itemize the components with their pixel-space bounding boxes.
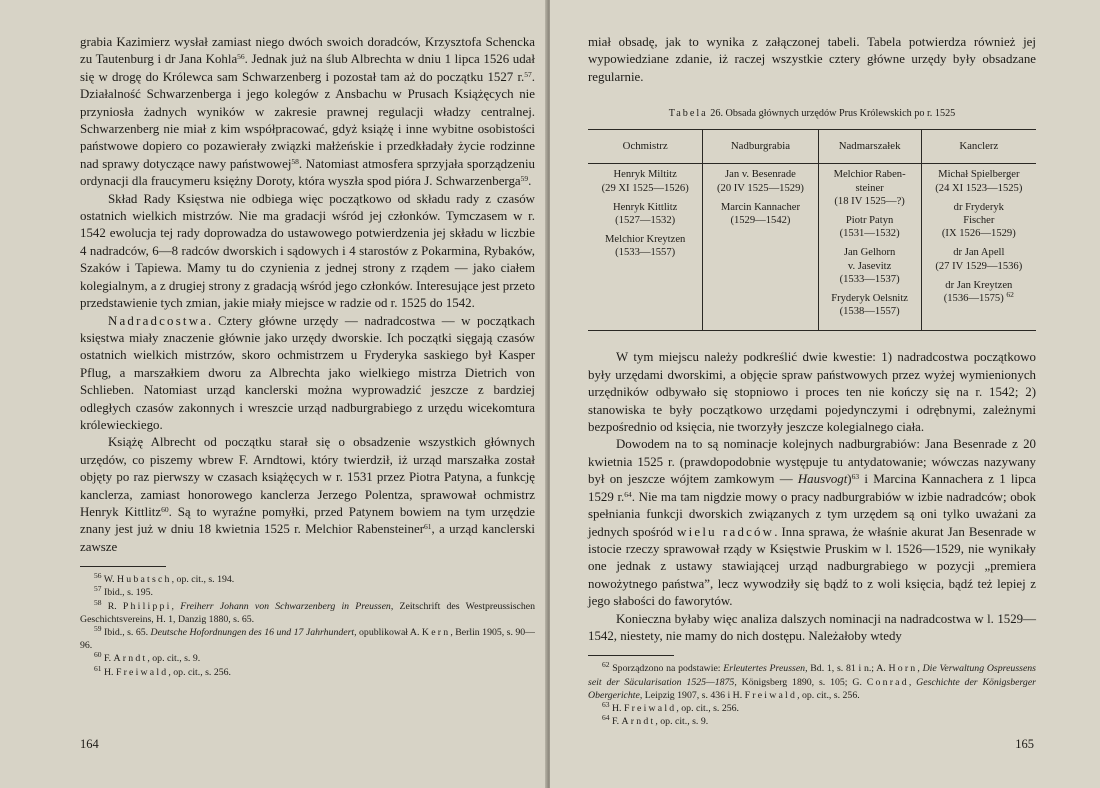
footnote-fn58: $^{58}$ R. Philippi, Freiherr Johann von Schwarzenberg in Preussen, Zeitschrift des Westpreussischen Geschichtsvereins, H. 1, Danzig 1880, s. 65. bbox=[80, 597, 536, 625]
official-name: dr Jan Kreytzen bbox=[945, 279, 1013, 291]
paragraph-p3: Nadradcostwa. Cztery główne urzędy — nadradcostwa — w początkach księstwa miały znaczenie głównie jako urzędy dworskie. Ich początki sięgają czasów ostatnich wielkich mistrzów, skoro ochmistrzem u Fryderyka saskiego był Kasper Pflug, a marszałkiem dworu za Albrechta jako wielkiego mistrza Dietrich von Schlieben. Natomiast urząd kanclerski można wyprowadzić jeszcze z bardziej odległych czasów zakonnych i wreszcie urząd nadburgrabiego z urzędu wicekomtura królewieckiego. bbox=[80, 313, 535, 432]
official-dates: (1538—1557) bbox=[839, 306, 900, 318]
official-name: Jan Gelhorn v. Jasevitz bbox=[843, 247, 896, 272]
col-ochmistrz bbox=[588, 164, 703, 331]
official-name: Melchior Kreytzen bbox=[605, 234, 686, 246]
right-footnotes bbox=[588, 662, 1036, 728]
official-dates: (27 IV 1529—1536) bbox=[935, 260, 1023, 272]
official-entry bbox=[926, 279, 1032, 305]
page-number-left: 164 bbox=[80, 737, 99, 751]
footnote-fn56: $^{56}$ W. Hubatsch, op. cit., s. 194. bbox=[94, 571, 235, 586]
footnote-fn60: $^{60}$ F. Arndt, op. cit., s. 9. bbox=[94, 650, 201, 665]
footnote-fn57: $^{57}$ Ibid., s. 195. bbox=[94, 584, 153, 599]
footnote-rule bbox=[80, 566, 166, 567]
left-page bbox=[0, 0, 547, 788]
official-name: dr Jan Apell bbox=[953, 247, 1005, 259]
official-name: dr Fryderyk Fischer bbox=[953, 201, 1004, 227]
header-nadmarszalek: Nadmarszałek bbox=[818, 130, 921, 164]
paragraph-r3: Dowodem na to są nominacje kolejnych nadburgrabiów: Jana Besenrade z 20 kwietnia 1525 r. (prawdopodobnie występuje tu antydatowanie; wówczas nazywany był on jeszcze wójtem zamkowym — Hausvogt)$^{63}$ i Marcina Kannachera z 1 lipca 1529 r.$^{64}$. Nie ma tam nigdzie mowy o pracy nadburgrabiów w izbie nadradców; obok spełniania funkcji dworskich związanych z tym urzędem są oni tylko uważani za jednych spośród wielu radców. Inna sprawa, że właśnie akurat Jan Besenrade w istocie rzeczy sprawował rządy w Księstwie Pruskim w l. 1526—1529, nie wynikały one jednak z ustawy stawiającej urząd nadburgrabiego w pozycji „premiera nowożytnego państwa”, lecz wywodziły się bądź to z woli księcia, bądź też lepiej z jego słabości do faworytów. bbox=[588, 437, 1037, 609]
footnote-fn62: $^{62}$ Sporządzono na podstawie: Erleutertes Preussen, Bd. 1, s. 81 i n.; A. Horn, Die Verwaltung Ospreussens seit der Säcularisation 1525—1875, Königsberg 1890, s. 105; G. Conrad, Geschichte der Königsberger Obergerichte, Leipzig 1907, s. 436 i H. Freiwald, op. cit., s. 256. bbox=[588, 660, 1036, 701]
official-dates: (18 IV 1525—?) bbox=[834, 195, 905, 207]
officials-table bbox=[588, 129, 1036, 331]
footnote-rule bbox=[588, 655, 674, 656]
left-body bbox=[80, 34, 535, 556]
table-caption bbox=[588, 108, 1036, 119]
header-nadburgrabia: Nadburgrabia bbox=[703, 130, 818, 164]
col-kanclerz bbox=[921, 164, 1036, 331]
official-dates: (1531—1532) bbox=[839, 228, 900, 240]
official-dates: (20 IV 1525—1529) bbox=[717, 182, 804, 194]
table-row bbox=[588, 164, 1036, 331]
official-entry bbox=[823, 214, 917, 240]
footnote-fn63: $^{63}$ H. Freiwald, op. cit., s. 256. bbox=[602, 699, 739, 714]
official-name: Henryk Kittlitz bbox=[612, 201, 678, 213]
col-nadmarszalek bbox=[818, 164, 921, 331]
header-kanclerz: Kanclerz bbox=[921, 130, 1036, 164]
right-page bbox=[550, 0, 1100, 788]
paragraph-r4: Konieczna byłaby więc analiza dalszych nominacji na nadradcostwa w l. 1529—1542, niestety, nie mamy do nich dostępu. Należałoby wtedy bbox=[588, 611, 1036, 643]
paragraph-p2: Skład Rady Księstwa nie odbiega więc początkowo od składu rady z czasów ostatnich wielkich mistrzów. Nie ma gradacji wśród jej członków. Tymczasem w r. 1542 ewolucja tej rady doprowadza do ustawowego potwierdzenia jej składu w liczbie 4 nadradców, 6—8 radców dworskich i sądowych i 4 starostów z Pokarmina, Rybaków, Szaków i Tapiewa. Mamy tu do czynienia z jednej strony z rządem — jako ciałem kolegialnym, a z drugiej strony z gradacją wśród jego członków. Interesujące jest przeto przedstawienie tych zmian, jakie miały miejsce w radzie od r. 1525 do 1542. bbox=[80, 191, 535, 311]
official-entry bbox=[823, 168, 917, 208]
footnote-fn64: $^{64}$ F. Arndt, op. cit., s. 9. bbox=[602, 713, 709, 728]
paragraph-p1: grabia Kazimierz wysłał zamiast niego dwóch swoich doradców, Krzysztofa Schencka zu Tautenburg i dr Jana Kohla$^{56}$. Jednak już na ślub Albrechta w dniu 1 lipca 1526 udał się w drogę do Królewca sam Schwarzenberg i pozostał tam aż do początku 1527 r.$^{57}$. Działalność Schwarzenberga i jego kolegów z Ansbachu w Prusach Książęcych nie przyniosła żadnych wyników w zakresie prawnej regulacji władzy centralnej. Schwarzenberg nie miał z kim współpracować, gdyż książę i inne wybitne osobistości państwowe dopiero co pozawierały związki małżeńskie i przedkładały życie rodzinne nad sprawy dotyczące nawy państwowej$^{58}$. Natomiast atmosfera sprzyjała sporządzeniu ordynacji dla fraucymeru księżny Doroty, która wyszła spod pióra J. Schwarzenberga$^{59}$. bbox=[80, 35, 535, 189]
header-ochmistrz: Ochmistrz bbox=[588, 130, 703, 164]
official-entry bbox=[823, 246, 917, 286]
official-dates: (1533—1537) bbox=[839, 273, 900, 285]
official-entry bbox=[707, 168, 813, 194]
official-dates: (1533—1557) bbox=[615, 247, 676, 259]
official-entry bbox=[926, 201, 1032, 241]
footnote-fn59: $^{59}$ Ibid., s. 65. Deutsche Hofordnungen des 16 und 17 Jahrhundert, opublikował A. Kern, Berlin 1905, s. 90—96. bbox=[80, 624, 535, 652]
official-dates: (1536—1575) $^{62}$ bbox=[943, 290, 1014, 305]
right-body-bottom bbox=[588, 349, 1036, 645]
table-caption-label: Tabela bbox=[668, 108, 708, 120]
official-name: Marcin Kannacher bbox=[720, 201, 801, 213]
paragraph-r2: W tym miejscu należy podkreślić dwie kwestie: 1) nadradcostwa początkowo były urzędami dworskimi, a objęcie spraw państwowych przez wyżej wymienionych urzędników odbywało się stopniowo i proces ten nie kończy się na r. 1542; 2) stanowiska te były początkowo urzędami pojedynczymi i odrębnymi, zależnymi bezpośrednio od księcia, nie tworzyły jeszcze kolegialnego ciała. bbox=[588, 350, 1036, 435]
official-entry bbox=[707, 201, 813, 227]
right-body-top bbox=[588, 34, 1036, 86]
official-entry bbox=[926, 168, 1032, 194]
official-entry bbox=[592, 168, 698, 194]
footnote-fn61: $^{61}$ H. Freiwald, op. cit., s. 256. bbox=[94, 663, 231, 678]
official-name: Henryk Miltitz bbox=[613, 169, 677, 181]
official-dates: (1529—1542) bbox=[730, 215, 791, 227]
official-dates: (1527—1532) bbox=[615, 215, 676, 227]
official-name: Melchior Raben- steiner bbox=[833, 169, 906, 194]
official-entry bbox=[592, 201, 698, 227]
official-name: Piotr Patyn bbox=[845, 215, 894, 227]
official-dates: (29 XI 1525—1526) bbox=[601, 182, 689, 194]
official-entry bbox=[926, 246, 1032, 272]
official-entry bbox=[592, 233, 698, 259]
official-dates: (24 XI 1523—1525) bbox=[935, 182, 1023, 194]
table-caption-text: 26. Obsada głównych urzędów Prus Królewskich po r. 1525 bbox=[707, 108, 956, 120]
official-name: Fryderyk Oelsnitz bbox=[831, 293, 908, 305]
page-number-right: 165 bbox=[1015, 737, 1034, 751]
left-footnotes bbox=[80, 573, 535, 679]
official-dates: (IX 1526—1529) bbox=[941, 228, 1016, 240]
col-nadburgrabia bbox=[703, 164, 818, 331]
official-name: Jan v. Besenrade bbox=[725, 169, 796, 181]
paragraph-p4: Książę Albrecht od początku starał się o obsadzenie wszystkich głównych urzędów, co piszemy wbrew F. Arndtowi, który twierdził, iż urząd marszałka został objęty po raz pierwszy w czasach książęcych w r. 1531 przez Piotra Patyna, a funkcję kanclerza, zamiast honorowego kanclerza Jerzego Polentza, sprawował ochmistrz Henryk Kittlitz$^{60}$. Są to wyraźne pomyłki, przed Patynem bowiem na tym urzędzie znany jest już w dniu 18 kwietnia 1525 r. Melchior Rabensteiner$^{61}$, a urząd kanclerski zawsze bbox=[80, 435, 535, 554]
official-name: Michał Spielberger bbox=[938, 169, 1020, 181]
official-entry bbox=[823, 292, 917, 318]
paragraph-r1: miał obsadę, jak to wynika z załączonej tabeli. Tabela potwierdza również jej wypowiedziane zdanie, iż raczej wszystkie cztery główne urzędy były obsadzane regularnie. bbox=[588, 35, 1036, 84]
table-header-row bbox=[588, 130, 1036, 164]
